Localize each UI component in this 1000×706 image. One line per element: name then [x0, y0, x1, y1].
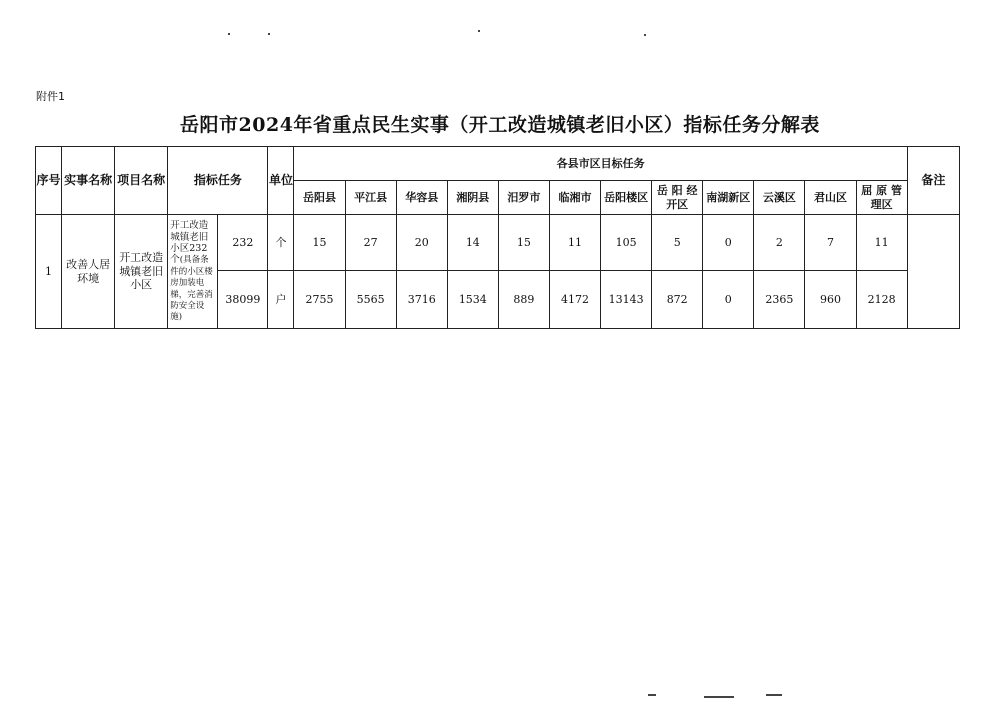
scan-speck	[704, 696, 734, 698]
header-unit: 单位	[268, 147, 294, 215]
region-header: 君山区	[805, 181, 856, 215]
region-value: 15	[498, 215, 549, 271]
region-value: 1534	[447, 271, 498, 329]
region-header: 岳 阳 经开区	[652, 181, 703, 215]
region-value: 13143	[601, 271, 652, 329]
task-table	[35, 146, 960, 329]
scan-speck	[766, 694, 782, 696]
region-value: 5	[652, 215, 703, 271]
region-value: 105	[601, 215, 652, 271]
header-region-group: 各县市区目标任务	[294, 147, 907, 181]
region-header: 屈 原 管理区	[856, 181, 907, 215]
region-value: 0	[703, 271, 754, 329]
region-header: 平江县	[345, 181, 396, 215]
target-desc-note: (具备条件的小区楼房加装电梯，完善消防安全设施)	[170, 255, 213, 323]
row-item-name: 改善人居环境	[62, 215, 115, 329]
page-title: 岳阳市2024年省重点民生实事（开工改造城镇老旧小区）指标任务分解表	[180, 114, 820, 136]
header-remarks: 备注	[907, 147, 959, 215]
region-header: 临湘市	[549, 181, 600, 215]
table-row	[36, 215, 960, 271]
row-project-name: 开工改造城镇老旧小区	[115, 215, 168, 329]
region-value: 2755	[294, 271, 345, 329]
region-value: 872	[652, 271, 703, 329]
header-item-name: 实事名称	[62, 147, 115, 215]
scan-speck	[644, 34, 646, 36]
region-value: 2	[754, 215, 805, 271]
region-value: 3716	[396, 271, 447, 329]
region-value: 4172	[549, 271, 600, 329]
region-value: 2128	[856, 271, 907, 329]
row-target-desc	[168, 215, 218, 329]
row-unit: 个	[268, 215, 294, 271]
region-value: 7	[805, 215, 856, 271]
region-value: 0	[703, 215, 754, 271]
region-header: 华容县	[396, 181, 447, 215]
region-value: 11	[549, 215, 600, 271]
region-value: 15	[294, 215, 345, 271]
scan-speck	[648, 694, 656, 696]
row-total: 232	[218, 215, 268, 271]
region-value: 27	[345, 215, 396, 271]
row-seq: 1	[36, 215, 62, 329]
header-seq: 序号	[36, 147, 62, 215]
region-header: 南湖新区	[703, 181, 754, 215]
row-unit: 户	[268, 271, 294, 329]
region-value: 2365	[754, 271, 805, 329]
region-header: 汨罗市	[498, 181, 549, 215]
region-header: 岳阳县	[294, 181, 345, 215]
region-value: 11	[856, 215, 907, 271]
header-target: 指标任务	[168, 147, 268, 215]
region-value: 14	[447, 215, 498, 271]
region-value: 889	[498, 271, 549, 329]
attachment-label: 附件1	[36, 90, 65, 103]
region-header: 云溪区	[754, 181, 805, 215]
row-total: 38099	[218, 271, 268, 329]
scan-speck	[478, 30, 480, 32]
target-desc-text: 开工改造城镇老旧小区232个	[170, 220, 209, 266]
region-value: 960	[805, 271, 856, 329]
region-value: 5565	[345, 271, 396, 329]
header-project-name: 项目名称	[115, 147, 168, 215]
scan-speck	[268, 33, 270, 35]
region-header: 湘阴县	[447, 181, 498, 215]
row-remarks	[907, 215, 959, 329]
scan-speck	[228, 33, 230, 35]
region-value: 20	[396, 215, 447, 271]
region-header: 岳阳楼区	[601, 181, 652, 215]
